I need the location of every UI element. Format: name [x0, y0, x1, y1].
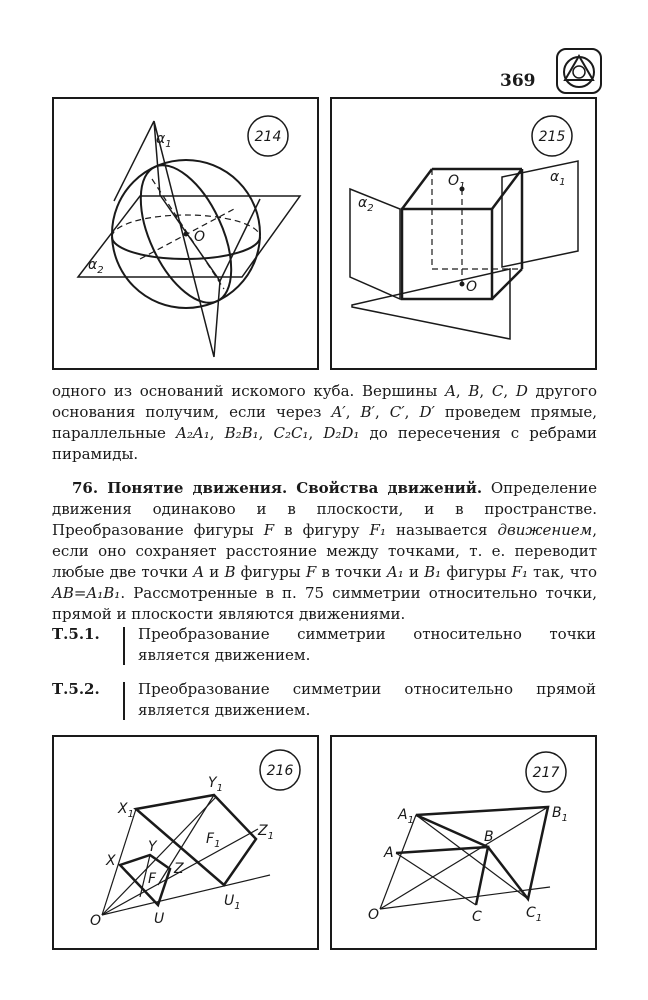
figure-f [120, 855, 170, 905]
label-alpha1: $\alpha_1$ [550, 169, 566, 188]
theorem-5-2 [52, 679, 597, 723]
plane-alpha1 [154, 121, 220, 357]
figure-number: 215 [538, 129, 566, 145]
label-b1: $B_1$ [552, 805, 568, 824]
label-c1: $C_1$ [526, 905, 543, 924]
label-z: Z [174, 861, 184, 877]
figure-217 [330, 735, 597, 950]
label-o: O [466, 279, 478, 295]
section-heading: 76. Понятие движения. Свойства движений. [72, 479, 483, 497]
label-x1: $X_1$ [118, 801, 134, 820]
theorem-text: Преобразование симметрии относительно точки является движением. [138, 625, 596, 664]
label-o: O [368, 907, 380, 923]
theorem-text: Преобразование симметрии относительно прямой является движением. [138, 680, 596, 719]
theorem-bar [123, 682, 125, 720]
page-number: 369 [500, 71, 536, 91]
plane-middle [352, 269, 510, 339]
label-alpha1: $\alpha_1$ [156, 131, 172, 150]
figure-214 [52, 97, 319, 370]
figure-number: 214 [254, 129, 282, 145]
paragraph-continued: одного из оснований искомого куба. Вершины A, B, C, D другого основания получим, если через A′, B′, C′, D′ проведем прямые, параллельные A₂A₁, B₂B₁, C₂C₁, D₂D₁ до пересечения с ребрами пирамиды. [52, 382, 598, 463]
theorem-label: Т.5.1. [52, 625, 100, 643]
label-o: O [194, 229, 206, 245]
label-a: A [384, 845, 394, 861]
figure-a1b1c1 [416, 807, 548, 899]
label-x: X [106, 853, 116, 869]
plane-alpha1 [502, 161, 578, 267]
label-o: O [90, 913, 102, 929]
label-u1: $U_1$ [224, 893, 241, 912]
label-c: C [472, 909, 482, 925]
figure-number: 217 [532, 765, 560, 781]
label-y1: $Y_1$ [208, 775, 223, 794]
label-b: B [484, 829, 494, 845]
figure-215 [330, 97, 597, 370]
label-f1: $F_1$ [206, 831, 221, 850]
theorem-5-1 [52, 624, 597, 668]
label-f: F [148, 871, 157, 887]
label-o1: $O_1$ [448, 173, 466, 192]
figure-216 [52, 735, 319, 950]
theorem-label: Т.5.2. [52, 680, 100, 698]
cube-front-face [402, 209, 492, 299]
triangle-circle-logo-icon [555, 47, 603, 95]
section-76: 76. Понятие движения. Свойства движений. Определение движения одинаково и в плоскости, и в пространстве. Преобразование фигуры F в фигуру F₁ называется движением, если оно сохраняет расстояние между точками, т. е. переводит любые две точки A и B фигуры F в точки A₁ и B₁ фигуры F₁ так, что AB=A₁B₁. Рассмотренные в п. 75 симметрии относительно точки, прямой и плоскости являются движениями. [52, 479, 598, 623]
figure-number: 216 [266, 763, 294, 779]
label-alpha2: $\alpha_2$ [88, 257, 104, 276]
label-alpha2: $\alpha_2$ [358, 195, 374, 214]
theorem-bar [123, 627, 125, 665]
label-a1: $A_1$ [398, 807, 414, 826]
label-u: U [154, 911, 165, 927]
label-z1: $Z_1$ [258, 823, 274, 842]
label-y: Y [148, 839, 157, 855]
